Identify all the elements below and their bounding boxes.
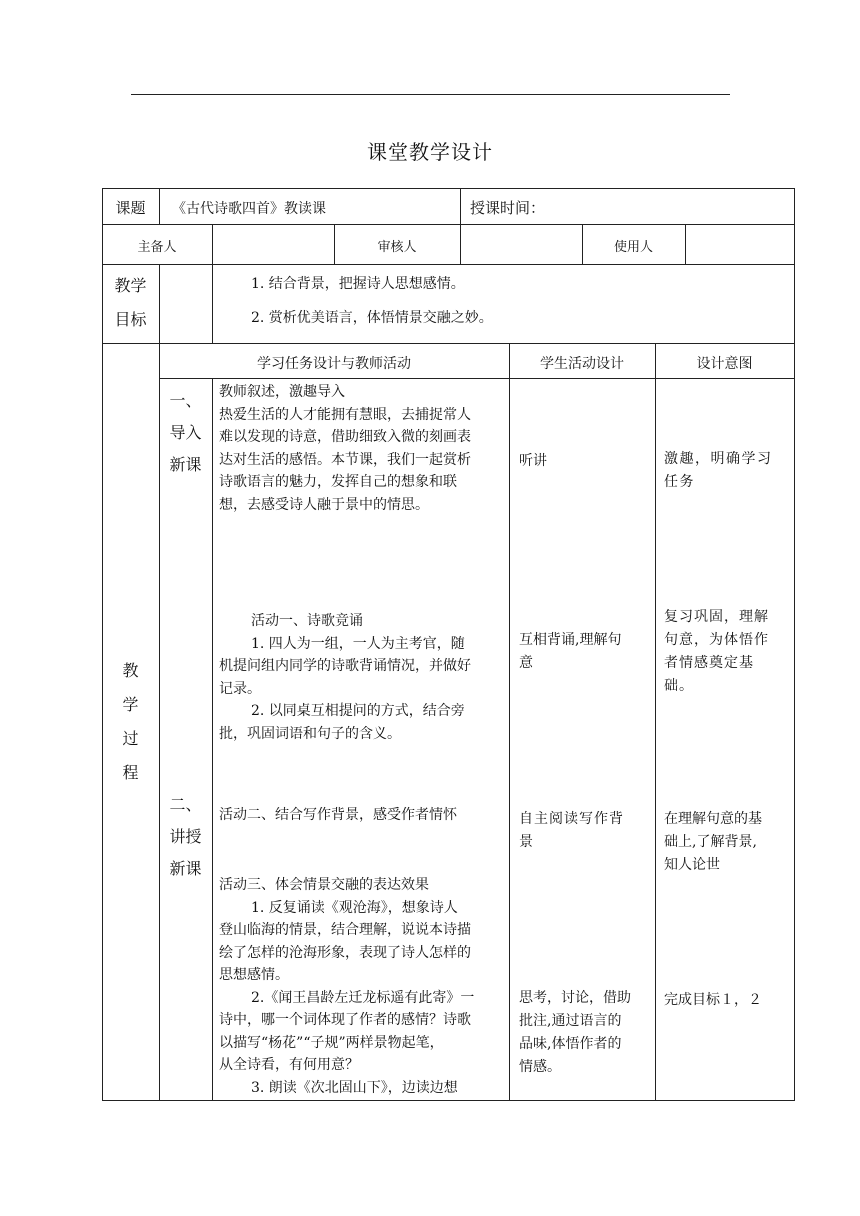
table-col-divider (212, 224, 213, 264)
process-label-char: 教 (122, 661, 139, 680)
section-label-line: 新课 (169, 859, 202, 878)
text-line: 登山临海的情景，结合理解，说说本诗描 (219, 922, 471, 938)
text-line: 达对生活的感悟。本节课，我们一起赏析 (219, 451, 471, 468)
section-lecture-label (159, 792, 212, 888)
table-col-divider (212, 378, 213, 1100)
column-header: 学习任务设计与教师活动 (257, 356, 411, 372)
table-row-divider (102, 343, 795, 344)
text-line: 活动一、诗歌竞诵 (251, 613, 363, 629)
activity1-intent-text (664, 606, 769, 698)
text-line: 1. 四人为一组，一人为主考官，随 (251, 635, 465, 652)
section-label-line: 一、 (169, 391, 202, 410)
text-line: 批注,通过语言的 (519, 1013, 622, 1029)
text-line: 以描写“杨花”“子规”两样景物起笔， (219, 1034, 444, 1051)
page-title: 课堂教学设计 (367, 140, 493, 164)
section-label-line: 讲授 (169, 827, 202, 846)
objective-item: 1. 结合背景，把握诗人思想感情。 (251, 276, 465, 292)
text-line: 绘了怎样的沧海形象，表现了诗人怎样的 (219, 944, 471, 961)
text-line: 记录。 (219, 680, 261, 697)
text-line: 诗中，哪一个词体现了作者的感情？诗歌 (219, 1012, 471, 1028)
activity3-intent-text: 完成目标１，２ (664, 992, 762, 1008)
text-line: 激趣，明确学习 (664, 451, 773, 467)
text-line: 复习巩固，理解 (664, 609, 769, 625)
objectives-label-2: 目标 (114, 310, 147, 329)
section-label-line: 二、 (169, 795, 202, 814)
header-rule (131, 94, 730, 95)
table-col-divider (509, 343, 510, 1100)
intro-student-text: 听讲 (519, 453, 547, 469)
time-label: 授课时间： (470, 199, 546, 217)
text-line: 1. 反复诵读《观沧海》，想象诗人 (251, 899, 458, 916)
process-label (102, 658, 159, 794)
text-line: 批，巩固词语和句子的含义。 (219, 725, 401, 742)
table-col-divider (460, 224, 461, 264)
text-line: 热爱生活的人才能拥有慧眼，去捕捉常人 (219, 406, 471, 423)
table-border-right (794, 188, 795, 1100)
table-col-divider (159, 264, 160, 343)
table-col-divider (460, 188, 461, 224)
text-line: 3. 朗读《次北固山下》，边读边想 (251, 1079, 458, 1096)
topic-label: 课题 (115, 199, 146, 217)
table-row-divider (102, 264, 795, 265)
process-label-char: 过 (122, 729, 139, 748)
activity1-student-text (519, 629, 621, 675)
activity2-text: 活动二、结合写作背景，感受作者情怀 (219, 807, 457, 823)
text-line: 情感。 (519, 1059, 561, 1075)
text-line: 想，去感受诗人融于景中的情思。 (219, 496, 429, 513)
activity2-student-text (519, 808, 624, 854)
activity3-student-text (519, 987, 631, 1079)
activity2-intent-text (664, 808, 762, 877)
text-line: 互相背诵,理解句 (519, 632, 622, 648)
table-border-top (102, 188, 795, 189)
text-line: 思想感情。 (219, 967, 289, 983)
column-header: 学生活动设计 (540, 356, 624, 372)
user-label: 使用人 (613, 240, 653, 255)
text-line: 句意，为体悟作 (664, 632, 769, 648)
text-line: 难以发现的诗意，借助细致入微的刻画表 (219, 429, 471, 445)
section-label-line: 新课 (169, 455, 202, 474)
text-line: 品味,体悟作者的 (519, 1036, 622, 1052)
preparer-label: 主备人 (137, 240, 177, 255)
process-label-char: 程 (122, 763, 139, 782)
text-line: 在理解句意的基 (664, 811, 762, 827)
table-col-divider (685, 224, 686, 264)
table-col-divider (655, 343, 656, 1100)
section-label-line: 导入 (169, 423, 202, 442)
text-line: 思考，讨论，借助 (519, 990, 631, 1006)
objectives-label-1: 教学 (114, 276, 147, 295)
intro-teacher-text (219, 381, 471, 516)
text-line: 从全诗看，有何用意？ (219, 1057, 359, 1073)
text-line: 教师叙述，激趣导入 (219, 384, 345, 400)
table-col-divider (159, 188, 160, 224)
activity1-text (219, 610, 471, 745)
activity3-text (219, 874, 474, 1099)
text-line: 者情感奠定基 (664, 655, 754, 671)
text-line: 2. 以同桌互相提问的方式，结合旁 (251, 703, 465, 719)
text-line: 础。 (664, 678, 694, 694)
text-line: 自主阅读写作背 (519, 811, 624, 827)
text-line: 础上,了解背景, (664, 834, 757, 850)
table-row-divider (102, 224, 795, 225)
table-border-bottom (102, 1100, 795, 1101)
text-line: 知人论世 (664, 857, 720, 873)
table-row-divider (159, 378, 795, 379)
table-col-divider (212, 264, 213, 343)
process-label-char: 学 (122, 695, 139, 714)
column-header: 设计意图 (696, 356, 753, 372)
text-line: 活动三、体会情景交融的表达效果 (219, 877, 429, 893)
intro-intent-text (664, 448, 773, 494)
section-intro-label (159, 388, 212, 484)
text-line: 意 (519, 655, 533, 671)
topic-value: 《古代诗歌四首》教读课 (172, 201, 326, 217)
text-line: 机提问组内同学的诗歌背诵情况，并做好 (219, 658, 471, 674)
text-line: 任务 (664, 474, 695, 490)
text-line: 诗歌语言的魅力，发挥自己的想象和联 (219, 474, 457, 490)
objective-item: 2. 赏析优美语言，体悟情景交融之妙。 (251, 310, 493, 326)
text-line: 景 (519, 834, 534, 850)
reviewer-label: 审核人 (377, 240, 417, 255)
text-line: 2.《闻王昌龄左迁龙标遥有此寄》一 (251, 989, 475, 1006)
